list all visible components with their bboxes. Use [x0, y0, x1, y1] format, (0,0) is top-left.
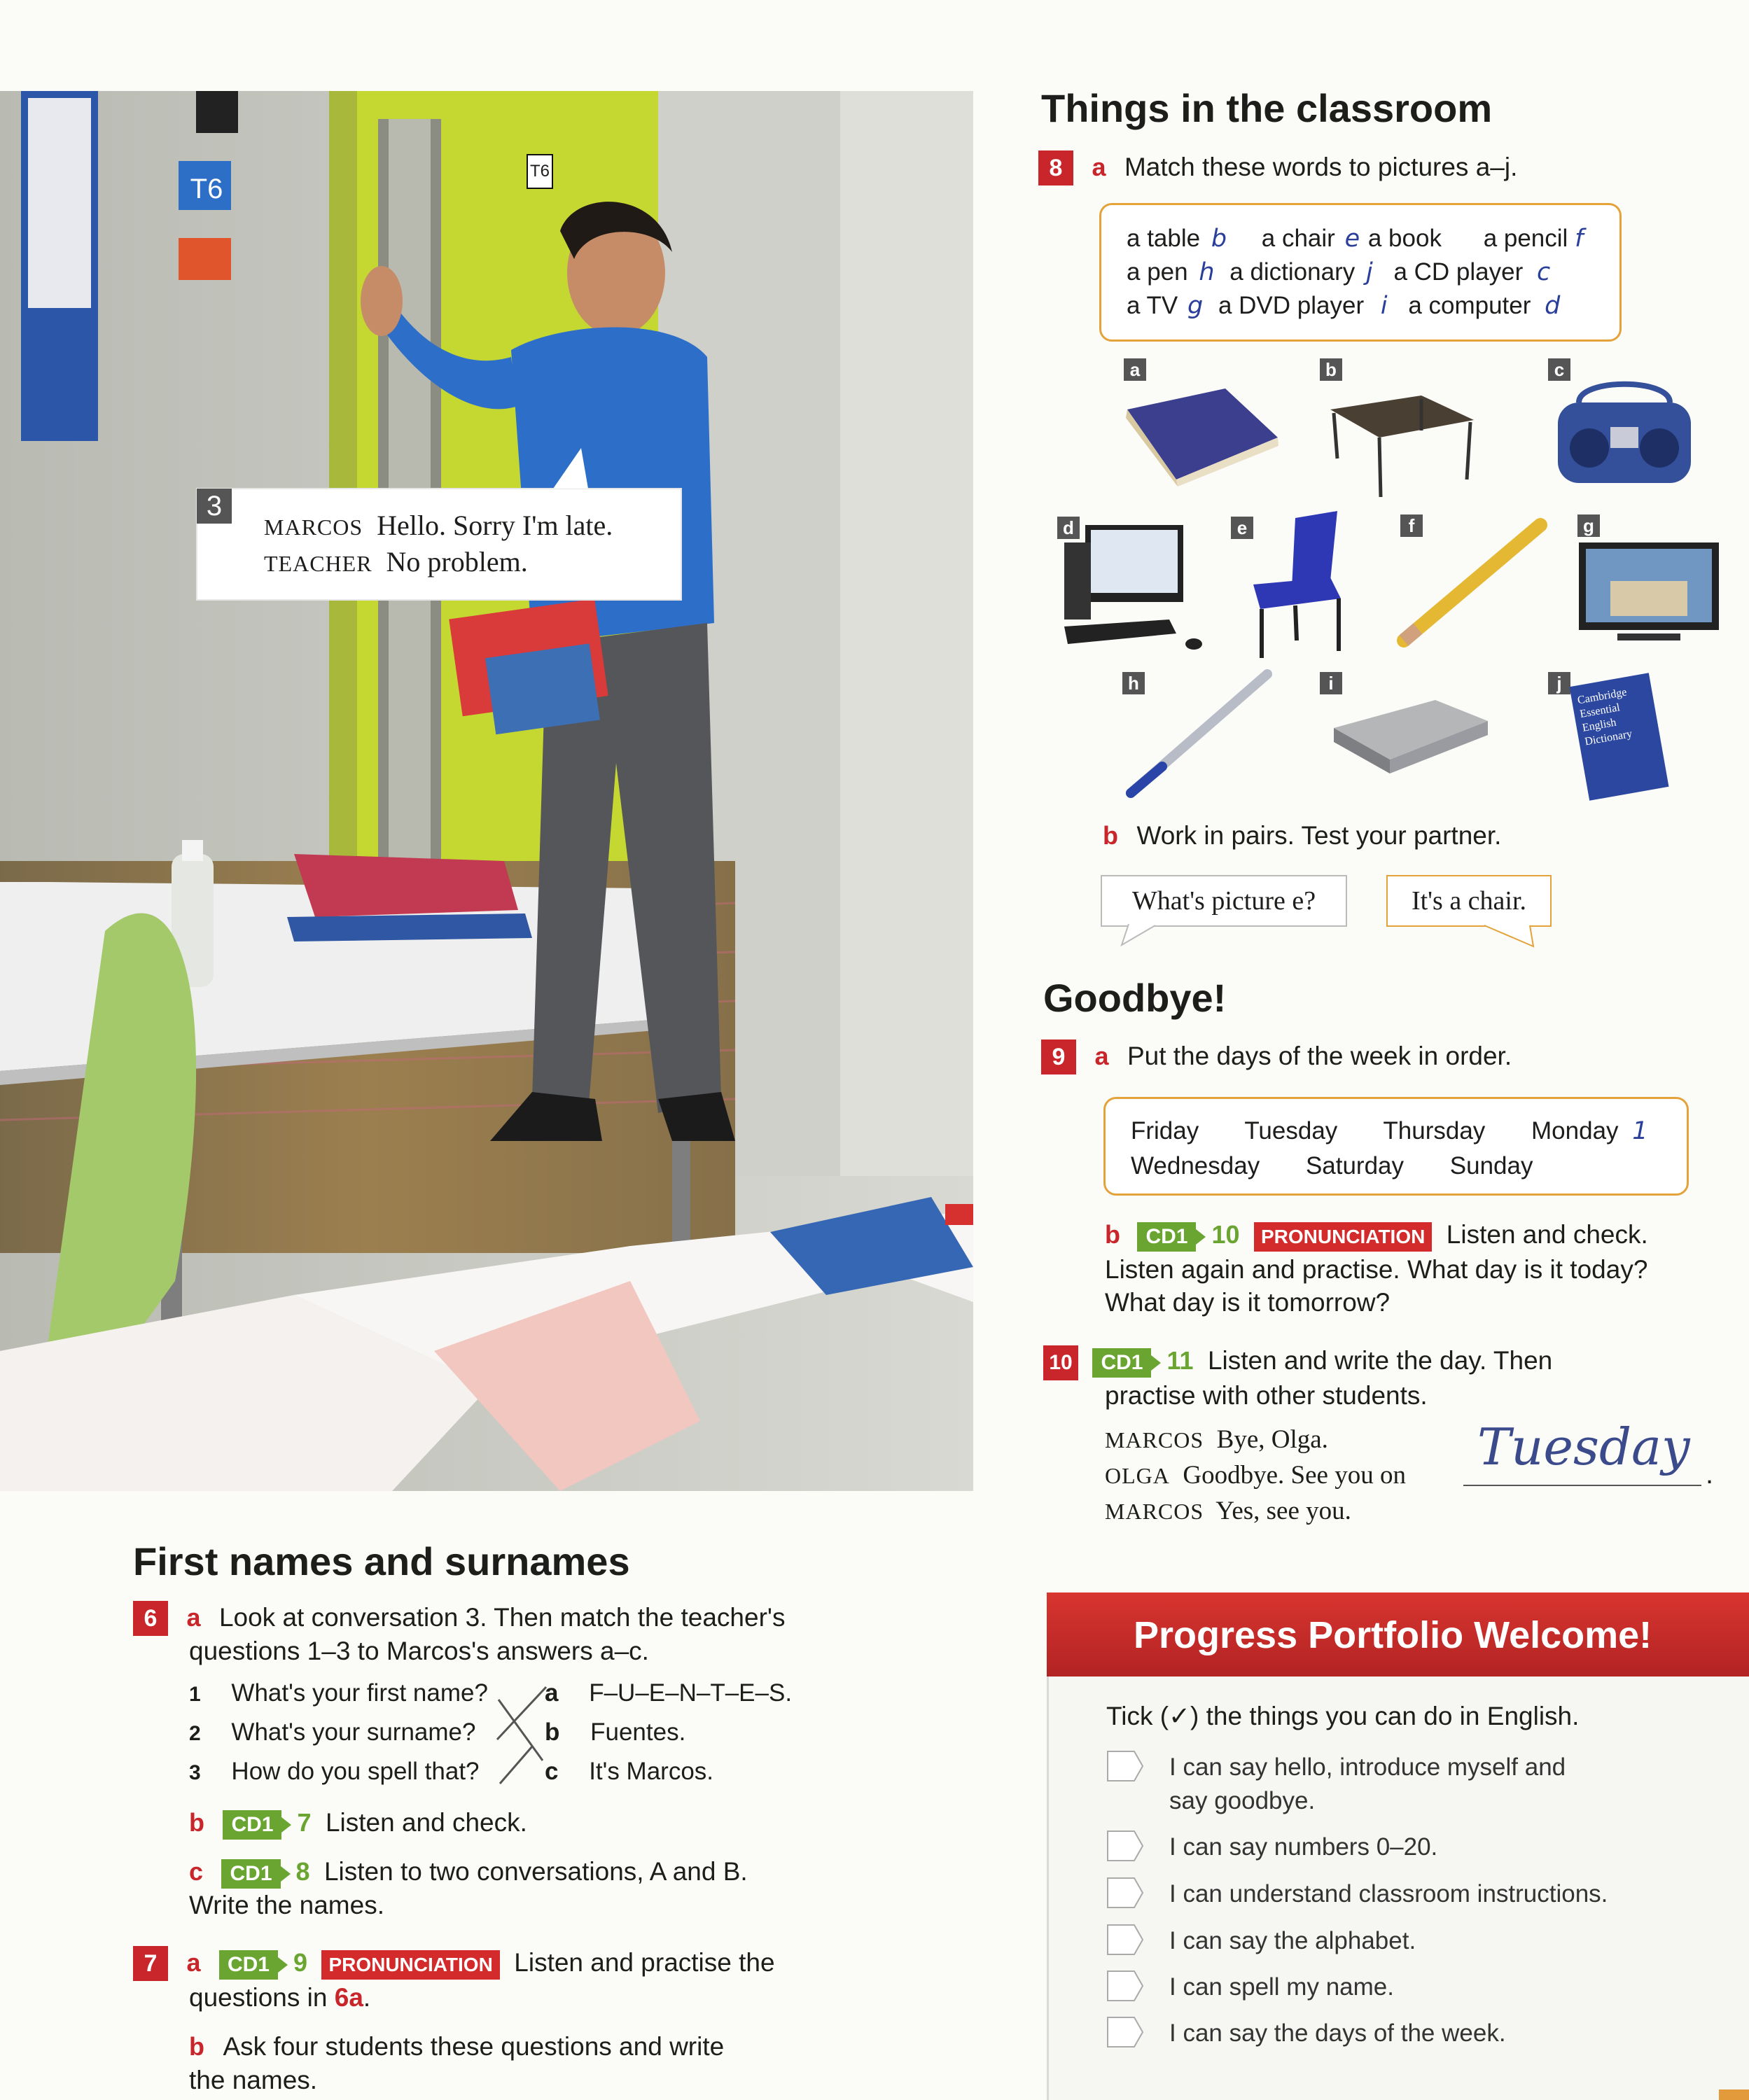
- ex10-cd-badge[interactable]: CD1: [1092, 1348, 1151, 1378]
- q2-text: What's your surname?: [231, 1718, 476, 1746]
- pic-label-e: e: [1231, 517, 1253, 539]
- ex6-answer-b: [545, 1718, 685, 1746]
- ex7-a-letter: a: [186, 1948, 201, 1977]
- days-box: [1103, 1097, 1689, 1196]
- ex9-b-text-3: What day is it tomorrow?: [1105, 1288, 1391, 1317]
- ex10-text-line-3: Yes, see you.: [1215, 1497, 1351, 1525]
- ex7-cd-badge[interactable]: CD1: [219, 1950, 278, 1980]
- names-heading: First names and surnames: [133, 1539, 630, 1583]
- ex9-b-text-2: Listen again and practise. What day is it today?: [1105, 1255, 1648, 1284]
- ex9-b-letter: b: [1105, 1220, 1120, 1249]
- ex10-text-2: practise with other students.: [1105, 1381, 1428, 1410]
- ex8-a-letter: a: [1092, 153, 1106, 181]
- ex7-number: 7: [133, 1946, 168, 1981]
- word-pen-answer: h: [1199, 258, 1215, 286]
- ex10-dialog-line-2: [1105, 1460, 1406, 1490]
- ex6-a-text-2: questions 1–3 to Marcos's answers a–c.: [189, 1637, 649, 1665]
- days-row-2: [1131, 1152, 1533, 1180]
- checkbox-4[interactable]: [1106, 1924, 1144, 1956]
- word-chair: a chair: [1261, 225, 1335, 252]
- ex6-c-text-2: Write the names.: [189, 1891, 384, 1919]
- ex6-c-letter: c: [189, 1857, 204, 1886]
- portfolio-instruction: Tick (✓) the things you can do in English.: [1106, 1702, 1580, 1730]
- ex7-pronunciation-badge: PRONUNCIATION: [321, 1950, 499, 1980]
- word-tv: a TV: [1127, 292, 1178, 319]
- ex7-b-letter: b: [189, 2032, 204, 2061]
- bubble-tails: [175, 448, 595, 616]
- classroom-heading: Things in the classroom: [1041, 86, 1493, 130]
- word-cd-player-answer: c: [1536, 258, 1551, 286]
- ex6-c: [189, 1855, 748, 1889]
- pic-label-j: j: [1548, 672, 1570, 694]
- ex8-a-text: Match these words to pictures a–j.: [1124, 153, 1518, 181]
- pic-label-g: g: [1577, 514, 1600, 537]
- portfolio-item-3: I can understand classroom instructions.: [1169, 1880, 1608, 1907]
- ex6-answer-c: [545, 1758, 713, 1786]
- ex6-b: [189, 1806, 527, 1840]
- ex9-a: [1041, 1040, 1512, 1074]
- answer-a-text: F–U–E–N–T–E–S.: [589, 1679, 793, 1707]
- checkbox-6[interactable]: [1106, 2016, 1144, 2048]
- word-computer-answer: d: [1545, 292, 1561, 320]
- question-bubble: What's picture e?: [1101, 875, 1347, 927]
- ex6-question-2: [189, 1718, 475, 1746]
- goodbye-heading: Goodbye!: [1043, 976, 1227, 1020]
- day-wednesday: Wednesday: [1131, 1152, 1260, 1180]
- word-chair-answer: e: [1344, 225, 1360, 253]
- door-sign: T6: [527, 154, 553, 189]
- ex8-b-letter: b: [1103, 821, 1118, 850]
- ex9-cd-badge[interactable]: CD1: [1137, 1222, 1196, 1252]
- ex6-b-cd-badge[interactable]: CD1: [223, 1810, 281, 1840]
- table-picture: [1316, 382, 1477, 500]
- dictionary-picture: [1570, 673, 1669, 800]
- word-table: a table: [1127, 225, 1201, 252]
- answer-b-text: Fuentes.: [590, 1718, 686, 1746]
- ex6-b-track: 7: [297, 1808, 312, 1837]
- word-dvd-player: a DVD player: [1218, 292, 1365, 319]
- word-row-2: [1127, 255, 1550, 289]
- word-table-answer: b: [1211, 225, 1227, 253]
- day-friday: Friday: [1131, 1117, 1199, 1144]
- q3-text: How do you spell that?: [231, 1758, 480, 1785]
- ex10-period: .: [1706, 1459, 1714, 1490]
- ex9-a-letter: a: [1094, 1042, 1109, 1070]
- ex6-question-3: [189, 1758, 480, 1786]
- classroom-photo: [0, 91, 973, 1491]
- ex8-b: [1103, 819, 1501, 853]
- pic-label-d: d: [1057, 517, 1080, 539]
- word-pencil: a pencil: [1483, 225, 1568, 252]
- dictionary-cover-title: Cambridge Essential English Dictionary: [1576, 686, 1633, 748]
- ex6-b-letter: b: [189, 1808, 204, 1837]
- word-dvd-player-answer: i: [1380, 292, 1388, 320]
- ex10-speaker-2: OLGA: [1105, 1463, 1170, 1488]
- ex7-a-text-1: Listen and practise the: [514, 1948, 775, 1977]
- ex6-a: [133, 1601, 785, 1636]
- ex7-a-text-2-pre: questions in: [189, 1983, 335, 2012]
- pic-label-h: h: [1122, 672, 1145, 694]
- ex6-c-track: 8: [295, 1857, 310, 1886]
- portfolio-item-4: I can say the alphabet.: [1169, 1927, 1416, 1954]
- ex7-b-text-1: Ask four students these questions and write: [223, 2032, 725, 2061]
- chair-picture: [1246, 511, 1351, 658]
- answer-bubble: It's a chair.: [1386, 875, 1552, 927]
- portfolio-header: [1047, 1592, 1749, 1676]
- ex10-track: 11: [1166, 1346, 1194, 1375]
- answer-c-text: It's Marcos.: [589, 1758, 714, 1785]
- ex8-number: 8: [1038, 150, 1073, 186]
- ex7-a-text-2-ref: 6a: [334, 1983, 363, 2012]
- day-thursday: Thursday: [1383, 1117, 1486, 1144]
- ex7-b-text-2: the names.: [189, 2066, 318, 2094]
- ex6-b-text: Listen and check.: [325, 1808, 527, 1837]
- pic-label-i: i: [1320, 672, 1342, 694]
- page-corner-tab: [1719, 2090, 1749, 2100]
- ex10-text-line-1: Bye, Olga.: [1216, 1425, 1328, 1454]
- q1-number: 1: [189, 1683, 201, 1706]
- answer-c-letter: c: [545, 1758, 559, 1785]
- day-saturday: Saturday: [1305, 1152, 1405, 1180]
- ex10-number: 10: [1043, 1345, 1078, 1380]
- word-dictionary: a dictionary: [1229, 258, 1356, 286]
- day-tuesday: Tuesday: [1244, 1117, 1338, 1144]
- portfolio-item-6: I can say the days of the week.: [1169, 2019, 1506, 2047]
- ex8-a: [1038, 150, 1517, 186]
- ex6-a-text-1: Look at conversation 3. Then match the teacher's: [218, 1603, 786, 1632]
- day-monday: Monday: [1531, 1117, 1619, 1144]
- bubble-text-2: No problem.: [386, 546, 528, 578]
- word-computer: a computer: [1408, 292, 1531, 319]
- pic-label-f: f: [1400, 514, 1423, 537]
- ex6-number: 6: [133, 1601, 168, 1636]
- portfolio-title: Progress Portfolio Welcome!: [1134, 1614, 1652, 1656]
- portfolio-item-1-cont: say goodbye.: [1169, 1787, 1316, 1814]
- ex10-answer-line: [1463, 1485, 1701, 1486]
- q3-number: 3: [189, 1761, 201, 1784]
- portfolio-item-5: I can spell my name.: [1169, 1973, 1394, 2001]
- ex9-track: 10: [1211, 1220, 1240, 1249]
- cd-player-picture: [1551, 374, 1698, 490]
- ex10-text-line-2: Goodbye. See you on: [1183, 1461, 1406, 1490]
- word-dictionary-answer: j: [1365, 258, 1373, 286]
- ex6-question-1: [189, 1679, 488, 1707]
- checkbox-3[interactable]: [1106, 1877, 1144, 1909]
- pic-label-b: b: [1320, 358, 1342, 381]
- answer-b-letter: b: [545, 1718, 560, 1746]
- computer-picture: [1057, 522, 1204, 654]
- word-row-3: [1127, 289, 1560, 323]
- word-cd-player: a CD player: [1393, 258, 1524, 286]
- ex10-speaker-1: MARCOS: [1105, 1427, 1204, 1452]
- ex9-number: 9: [1041, 1040, 1076, 1074]
- ex9-pronunciation-badge: PRONUNCIATION: [1254, 1222, 1432, 1252]
- ex7-a-text-2-post: .: [363, 1983, 371, 2012]
- ex10-speaker-3: MARCOS: [1105, 1499, 1204, 1524]
- ex7-a-text-2: [189, 1981, 370, 2015]
- ex9-b: [1105, 1218, 1648, 1252]
- answer-a-letter: a: [545, 1679, 559, 1707]
- book-picture: [1120, 382, 1281, 486]
- days-row-1: [1131, 1117, 1648, 1145]
- bubble-speaker-2: TEACHER: [264, 551, 372, 576]
- classroom-photo-art: [0, 91, 973, 1491]
- portfolio-item-2: I can say numbers 0–20.: [1169, 1833, 1438, 1861]
- ex10-handwritten-answer: Tuesday: [1477, 1418, 1690, 1476]
- checkbox-5[interactable]: [1106, 1970, 1144, 2002]
- ex6-c-cd-badge[interactable]: CD1: [221, 1859, 280, 1889]
- word-pencil-answer: f: [1575, 225, 1584, 253]
- word-pen: a pen: [1127, 258, 1188, 286]
- dvd-player-picture: [1330, 693, 1491, 777]
- day-sunday: Sunday: [1449, 1152, 1533, 1180]
- pencil-picture: [1390, 518, 1551, 651]
- pic-label-a: a: [1124, 358, 1146, 381]
- bubble-number: 3: [197, 489, 232, 524]
- wall-sign: T6: [190, 174, 223, 204]
- bubble-speaker-1: MARCOS: [264, 514, 363, 540]
- handwritten-match-lines: [490, 1680, 553, 1792]
- pen-picture: [1120, 668, 1274, 802]
- ex9-a-text: Put the days of the week in order.: [1127, 1042, 1512, 1070]
- q2-number: 2: [189, 1722, 201, 1745]
- ex8-word-box: [1099, 203, 1622, 342]
- ex6-a-letter: a: [186, 1603, 201, 1632]
- tv-picture: [1575, 539, 1722, 644]
- ex10-text-1: Listen and write the day. Then: [1207, 1346, 1553, 1375]
- ex10-dialog-line-1: [1105, 1424, 1328, 1455]
- ex7-a: [133, 1946, 775, 1981]
- pic-label-c: c: [1548, 358, 1570, 381]
- ex7-b: [189, 2030, 724, 2064]
- ex6-answer-a: [545, 1679, 792, 1707]
- day-monday-answer: 1: [1632, 1117, 1648, 1145]
- ex6-c-text-1: Listen to two conversations, A and B.: [323, 1857, 748, 1886]
- ex7-track: 9: [293, 1948, 307, 1977]
- word-row-1: [1127, 222, 1583, 255]
- ex10: [1043, 1344, 1552, 1380]
- word-tv-answer: g: [1187, 292, 1204, 320]
- bubble-text-1: Hello. Sorry I'm late.: [377, 510, 613, 541]
- ex9-b-text-1: Listen and check.: [1446, 1220, 1648, 1249]
- checkbox-1[interactable]: [1106, 1750, 1144, 1782]
- ex8-b-text: Work in pairs. Test your partner.: [1136, 821, 1502, 850]
- checkbox-2[interactable]: [1106, 1830, 1144, 1862]
- ex10-dialog-line-3: [1105, 1496, 1351, 1526]
- q1-text: What's your first name?: [231, 1679, 488, 1707]
- word-book: a book: [1367, 225, 1442, 252]
- pair-bubble-tails: [1113, 924, 1547, 952]
- portfolio-item-1: I can say hello, introduce myself and: [1169, 1754, 1566, 1781]
